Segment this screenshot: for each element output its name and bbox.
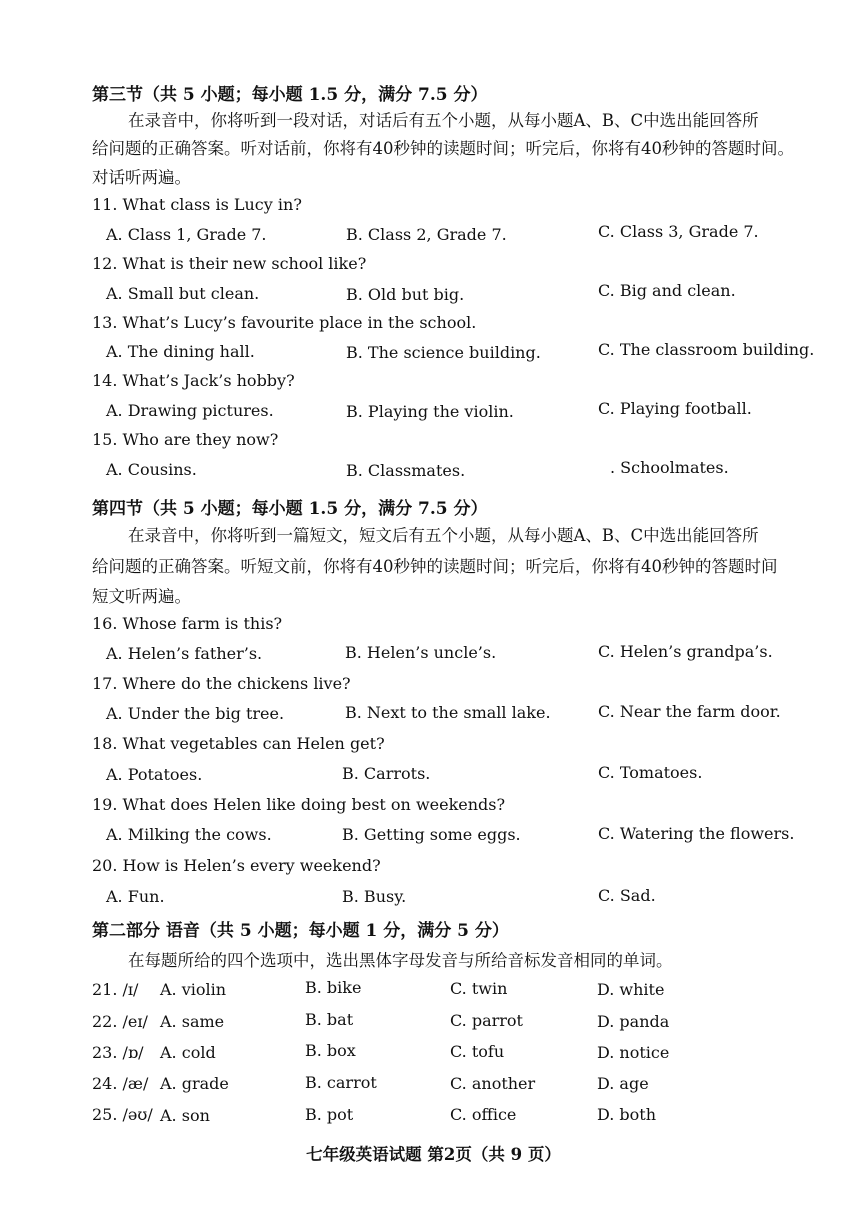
- q25-phonetic: 25. /əʊ/: [92, 1105, 153, 1124]
- q20-option-b: B. Busy.: [342, 887, 407, 906]
- q13-option-a: A. The dining hall.: [106, 342, 255, 361]
- section3-title: 第三节（共 5 小题；每小题 1.5 分，满分 7.5 分）: [92, 85, 488, 105]
- q21-option-d: D. white: [597, 980, 665, 999]
- q14-option-b: B. Playing the violin.: [346, 402, 514, 421]
- q21-option-a: A. violin: [160, 980, 227, 999]
- question-15: 15. Who are they now?: [92, 430, 279, 449]
- q15-option-c: . Schoolmates.: [610, 458, 729, 477]
- q21-option-c: C. twin: [450, 979, 508, 998]
- q23-option-b: B. box: [305, 1041, 356, 1060]
- section3-instruction-3: 对话听两遍。: [92, 168, 191, 187]
- q17-option-b: B. Next to the small lake.: [345, 703, 551, 722]
- section3-instruction-1: 在录音中，你将听到一段对话，对话后有五个小题，从每小题A、B、C中选出能回答所: [128, 111, 759, 130]
- q22-option-c: C. parrot: [450, 1011, 523, 1030]
- q23-option-d: D. notice: [597, 1043, 670, 1062]
- q22-option-b: B. bat: [305, 1010, 354, 1029]
- q18-option-b: B. Carrots.: [342, 764, 431, 783]
- q20-option-c: C. Sad.: [598, 886, 656, 905]
- q25-option-a: A. son: [160, 1106, 210, 1125]
- question-12: 12. What is their new school like?: [92, 254, 367, 273]
- q17-option-c: C. Near the farm door.: [598, 702, 781, 721]
- question-13: 13. What’s Lucy’s favourite place in the school.: [92, 313, 477, 332]
- q21-phonetic: 21. /ɪ/: [92, 980, 139, 999]
- question-16: 16. Whose farm is this?: [92, 614, 283, 633]
- q24-option-c: C. another: [450, 1074, 536, 1093]
- q16-option-a: A. Helen’s father’s.: [106, 644, 263, 663]
- q22-option-d: D. panda: [597, 1012, 670, 1031]
- question-14: 14. What’s Jack’s hobby?: [92, 371, 295, 390]
- question-18: 18. What vegetables can Helen get?: [92, 734, 385, 753]
- q23-option-c: C. tofu: [450, 1042, 505, 1061]
- q18-option-c: C. Tomatoes.: [598, 763, 703, 782]
- q24-option-b: B. carrot: [305, 1073, 377, 1092]
- page-footer: 七年级英语试题 第2页（共 9 页）: [306, 1145, 561, 1164]
- q18-option-a: A. Potatoes.: [106, 765, 203, 784]
- q25-option-d: D. both: [597, 1105, 657, 1124]
- q14-option-c: C. Playing football.: [598, 399, 752, 418]
- q11-option-c: C. Class 3, Grade 7.: [598, 222, 759, 241]
- question-11: 11. What class is Lucy in?: [92, 195, 302, 214]
- q24-phonetic: 24. /æ/: [92, 1074, 149, 1093]
- q11-option-a: A. Class 1, Grade 7.: [106, 225, 267, 244]
- q25-option-c: C. office: [450, 1105, 517, 1124]
- q22-phonetic: 22. /eɪ/: [92, 1012, 148, 1031]
- q17-option-a: A. Under the big tree.: [106, 704, 285, 723]
- q12-option-a: A. Small but clean.: [106, 284, 260, 303]
- q13-option-b: B. The science building.: [346, 343, 541, 362]
- q16-option-b: B. Helen’s uncle’s.: [345, 643, 497, 662]
- q23-phonetic: 23. /ɒ/: [92, 1043, 144, 1062]
- q12-option-c: C. Big and clean.: [598, 281, 736, 300]
- q25-option-b: B. pot: [305, 1105, 354, 1124]
- q14-option-a: A. Drawing pictures.: [106, 401, 274, 420]
- q22-option-a: A. same: [160, 1012, 225, 1031]
- part2-title: 第二部分 语音（共 5 小题；每小题 1 分，满分 5 分）: [92, 921, 509, 941]
- section4-instruction-1: 在录音中，你将听到一篇短文，短文后有五个小题，从每小题A、B、C中选出能回答所: [128, 526, 759, 545]
- question-19: 19. What does Helen like doing best on weekends?: [92, 795, 506, 814]
- q15-option-a: A. Cousins.: [106, 460, 197, 479]
- q13-option-c: C. The classroom building.: [598, 340, 815, 359]
- q19-option-a: A. Milking the cows.: [106, 825, 272, 844]
- q15-option-b: B. Classmates.: [346, 461, 466, 480]
- q16-option-c: C. Helen’s grandpa’s.: [598, 642, 773, 661]
- question-17: 17. Where do the chickens live?: [92, 674, 351, 693]
- q21-option-b: B. bike: [305, 978, 362, 997]
- q12-option-b: B. Old but big.: [346, 285, 465, 304]
- q24-option-d: D. age: [597, 1074, 649, 1093]
- section4-instruction-2: 给问题的正确答案。听短文前，你将有40秒钟的读题时间；听完后，你将有40秒钟的答题时间: [92, 557, 778, 576]
- q20-option-a: A. Fun.: [106, 887, 165, 906]
- section4-instruction-3: 短文听两遍。: [92, 587, 191, 606]
- q19-option-b: B. Getting some eggs.: [342, 825, 521, 844]
- section4-title: 第四节（共 5 小题；每小题 1.5 分，满分 7.5 分）: [92, 499, 488, 519]
- q24-option-a: A. grade: [160, 1074, 229, 1093]
- q23-option-a: A. cold: [160, 1043, 216, 1062]
- part2-instruction: 在每题所给的四个选项中，选出黑体字母发音与所给音标发音相同的单词。: [128, 951, 673, 970]
- section3-instruction-2: 给问题的正确答案。听对话前，你将有40秒钟的读题时间；听完后，你将有40秒钟的答题时间。: [92, 139, 794, 158]
- q19-option-c: C. Watering the flowers.: [598, 824, 795, 843]
- q11-option-b: B. Class 2, Grade 7.: [346, 225, 507, 244]
- question-20: 20. How is Helen’s every weekend?: [92, 856, 381, 875]
